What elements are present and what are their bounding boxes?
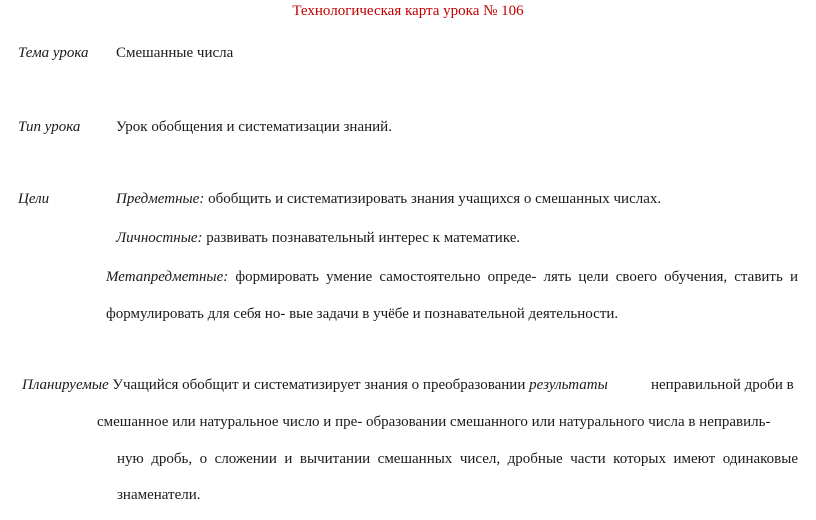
goal-personal-text: развивать познавательный интерес к математике. — [206, 230, 521, 246]
planned-line1 — [22, 376, 608, 394]
topic-value: Смешанные числа — [116, 45, 234, 61]
goal-meta-line2: формулировать для себя но- вые задачи в учёбе и познавательной деятельности. — [106, 306, 619, 322]
planned-line4: знаменатели. — [117, 487, 201, 503]
planned-line2: смешанное или натуральное число и пре- образовании смешанного или натурального числа в неправиль- — [97, 414, 771, 430]
lesson-type-label: Тип урока — [18, 119, 81, 135]
planned-results-word: результаты — [529, 377, 608, 393]
lesson-type-value: Урок обобщения и систематизации знаний. — [116, 119, 392, 135]
planned-line3: ную дробь, о сложении и вычитании смешанных чисел, дробные части которых имеют одинаковые — [117, 451, 798, 467]
planned-text-1a: Учащийся обобщит и систематизирует знания о преобразовании — [112, 377, 526, 393]
goal-meta-line1 — [106, 268, 798, 286]
goal-personal — [116, 229, 520, 247]
goal-subject-label: Предметные: — [116, 191, 205, 207]
planned-label: Планируемые — [22, 377, 109, 393]
goals-label: Цели — [18, 191, 50, 207]
page-title: Технологическая карта урока № 106 — [292, 3, 524, 19]
goal-subject — [116, 190, 661, 208]
goal-personal-label: Личностные: — [116, 230, 203, 246]
goal-meta-text-1: формировать умение самостоятельно опреде- лять цели своего обучения, ставить и — [235, 269, 798, 285]
goal-subject-text: обобщить и систематизировать знания учащихся о смешанных числах. — [208, 191, 662, 207]
planned-text-1b: неправильной дроби в — [651, 377, 794, 393]
goal-meta-label: Метапредметные: — [106, 269, 229, 285]
topic-label: Тема урока — [18, 45, 89, 61]
